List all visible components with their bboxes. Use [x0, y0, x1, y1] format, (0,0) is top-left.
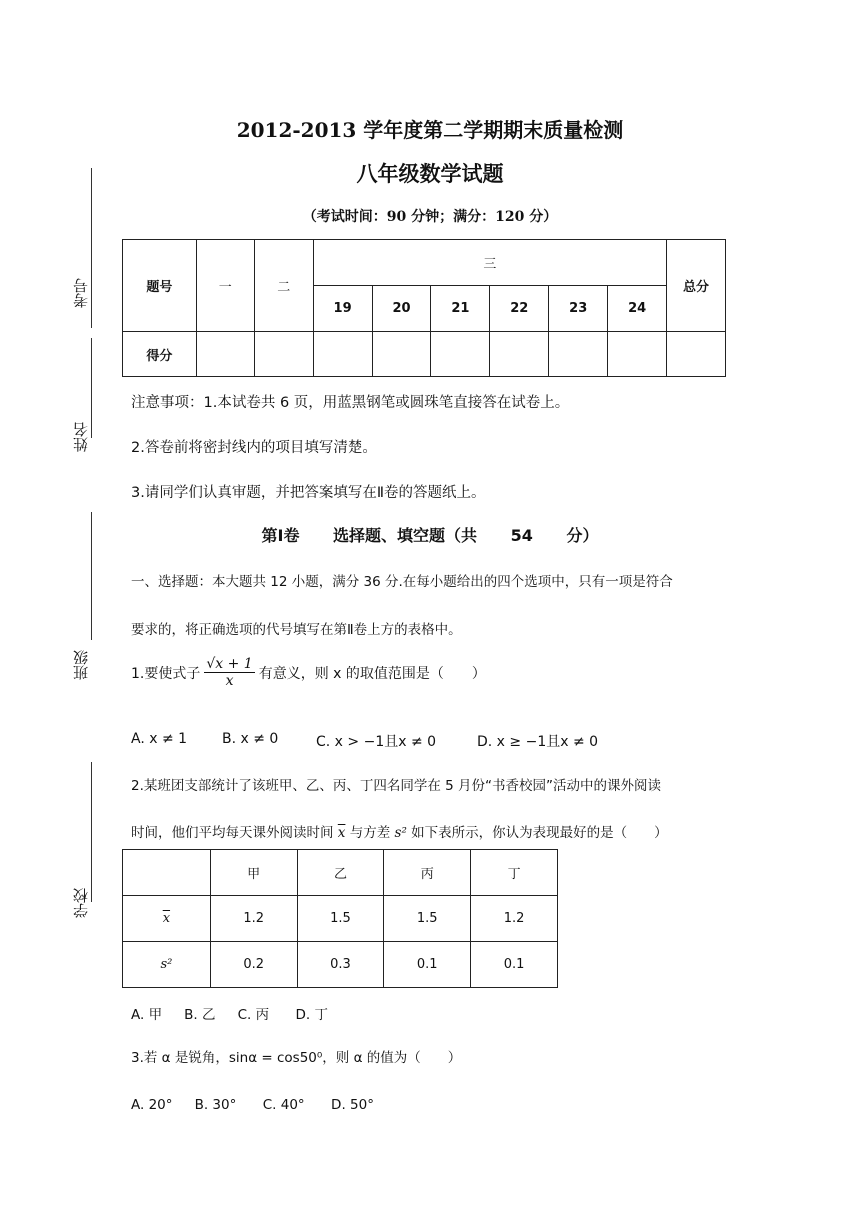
q3-options: A. 20° B. 30° C. 40° D. 50° [131, 1097, 374, 1113]
q1-suffix: 有意义，则 x 的取值范围是（ ） [258, 665, 486, 682]
score-table [122, 239, 726, 377]
q1-option-c: C. x > −1且x ≠ 0 [316, 734, 437, 750]
exam-title: 2012-2013 学年度第二学期期末质量检测 [236, 118, 624, 142]
item-header: 19 [313, 286, 372, 332]
q2-mean-symbol: $\overline{x}$ [337, 825, 346, 841]
q3-text: 3.若 α 是锐角，sinα = cos50⁰，则 α 的值为（ ） [131, 1050, 462, 1066]
item-header: 23 [549, 286, 608, 332]
table-cell: 1.5 [384, 896, 471, 942]
section-intro-line1: 一、选择题：本大题共 12 小题，满分 36 分.在每小题给出的四个选项中，只有一项是符合 [131, 574, 673, 590]
q1-fraction [204, 656, 254, 689]
part-three-header: 三 [313, 240, 666, 286]
score-cell[interactable] [254, 332, 313, 377]
q2-options: A. 甲 B. 乙 C. 丙 D. 丁 [131, 1007, 328, 1023]
item-header: 20 [372, 286, 431, 332]
q1-option-a: A. x ≠ 1 [131, 731, 188, 747]
q1-numerator: √x + 1 [206, 656, 253, 672]
score-cell[interactable] [490, 332, 549, 377]
table-cell: 1.5 [297, 896, 384, 942]
grade-title: 八年级数学试题 [356, 161, 504, 186]
table-cell: 0.2 [210, 942, 297, 988]
header-jia: 甲 [210, 850, 297, 896]
total-header: 总分 [667, 240, 726, 332]
score-cell[interactable] [313, 332, 372, 377]
exam-info: （考试时间：90 分钟；满分：120 分） [302, 209, 558, 225]
seal-label-school: 学校 [72, 888, 90, 918]
seal-label-class: 班级 [72, 650, 90, 680]
q2-line2-c: 如下表所示，你认为表现最好的是（ ） [411, 825, 668, 841]
seal-label-exam-number: 考号 [72, 278, 90, 308]
section-title: 第Ⅰ卷 选择题、填空题（共 54 分） [261, 526, 599, 545]
table-cell: 0.1 [384, 942, 471, 988]
seal-line-1 [91, 168, 92, 328]
note-2: 2.答卷前将密封线内的项目填写清楚。 [131, 440, 377, 456]
note-1: 注意事项：1.本试卷共 6 页，用蓝黑钢笔或圆珠笔直接答在试卷上。 [131, 395, 570, 411]
table-cell: 0.1 [471, 942, 558, 988]
section-intro-line2: 要求的，将正确选项的代号填写在第Ⅱ卷上方的表格中。 [131, 622, 462, 638]
score-cell[interactable] [549, 332, 608, 377]
part-one-header: 一 [196, 240, 254, 332]
q2-line2-a: 时间，他们平均每天课外阅读时间 [131, 825, 334, 841]
variance-row-label: s² [123, 942, 211, 988]
part-two-header: 二 [254, 240, 313, 332]
score-cell[interactable] [196, 332, 254, 377]
seal-line-4 [91, 762, 92, 902]
q1-prefix: 1.要使式子 [131, 665, 201, 682]
score-cell[interactable] [608, 332, 667, 377]
header-yi: 乙 [297, 850, 384, 896]
score-cell[interactable] [667, 332, 726, 377]
table-corner [123, 850, 211, 896]
table-cell: 1.2 [471, 896, 558, 942]
score-cell[interactable] [372, 332, 431, 377]
item-header: 21 [431, 286, 490, 332]
header-bing: 丙 [384, 850, 471, 896]
q1-option-d: D. x ≥ −1且x ≠ 0 [477, 734, 599, 750]
seal-line-2 [91, 338, 92, 438]
q2-line2 [131, 821, 668, 841]
note-3: 3.请同学们认真审题，并把答案填写在Ⅱ卷的答题纸上。 [131, 485, 486, 501]
question-1 [131, 656, 486, 689]
score-cell[interactable] [431, 332, 490, 377]
q2-line2-b: 与方差 [349, 825, 391, 841]
table-cell: 0.3 [297, 942, 384, 988]
seal-label-name: 姓名 [72, 422, 90, 452]
q1-option-b: B. x ≠ 0 [222, 731, 279, 747]
header-ding: 丁 [471, 850, 558, 896]
question-number-label: 题号 [123, 240, 197, 332]
q2-data-table [122, 849, 558, 988]
q2-line1: 2.某班团支部统计了该班甲、乙、丙、丁四名同学在 5 月份“书香校园”活动中的课外阅读 [131, 778, 662, 794]
item-header: 22 [490, 286, 549, 332]
q2-variance-symbol: s² [394, 825, 407, 841]
item-header: 24 [608, 286, 667, 332]
mean-row-label: $\overline{x}$ [123, 896, 211, 942]
table-cell: 1.2 [210, 896, 297, 942]
score-row-label: 得分 [123, 332, 197, 377]
q1-denominator: x [225, 673, 234, 689]
